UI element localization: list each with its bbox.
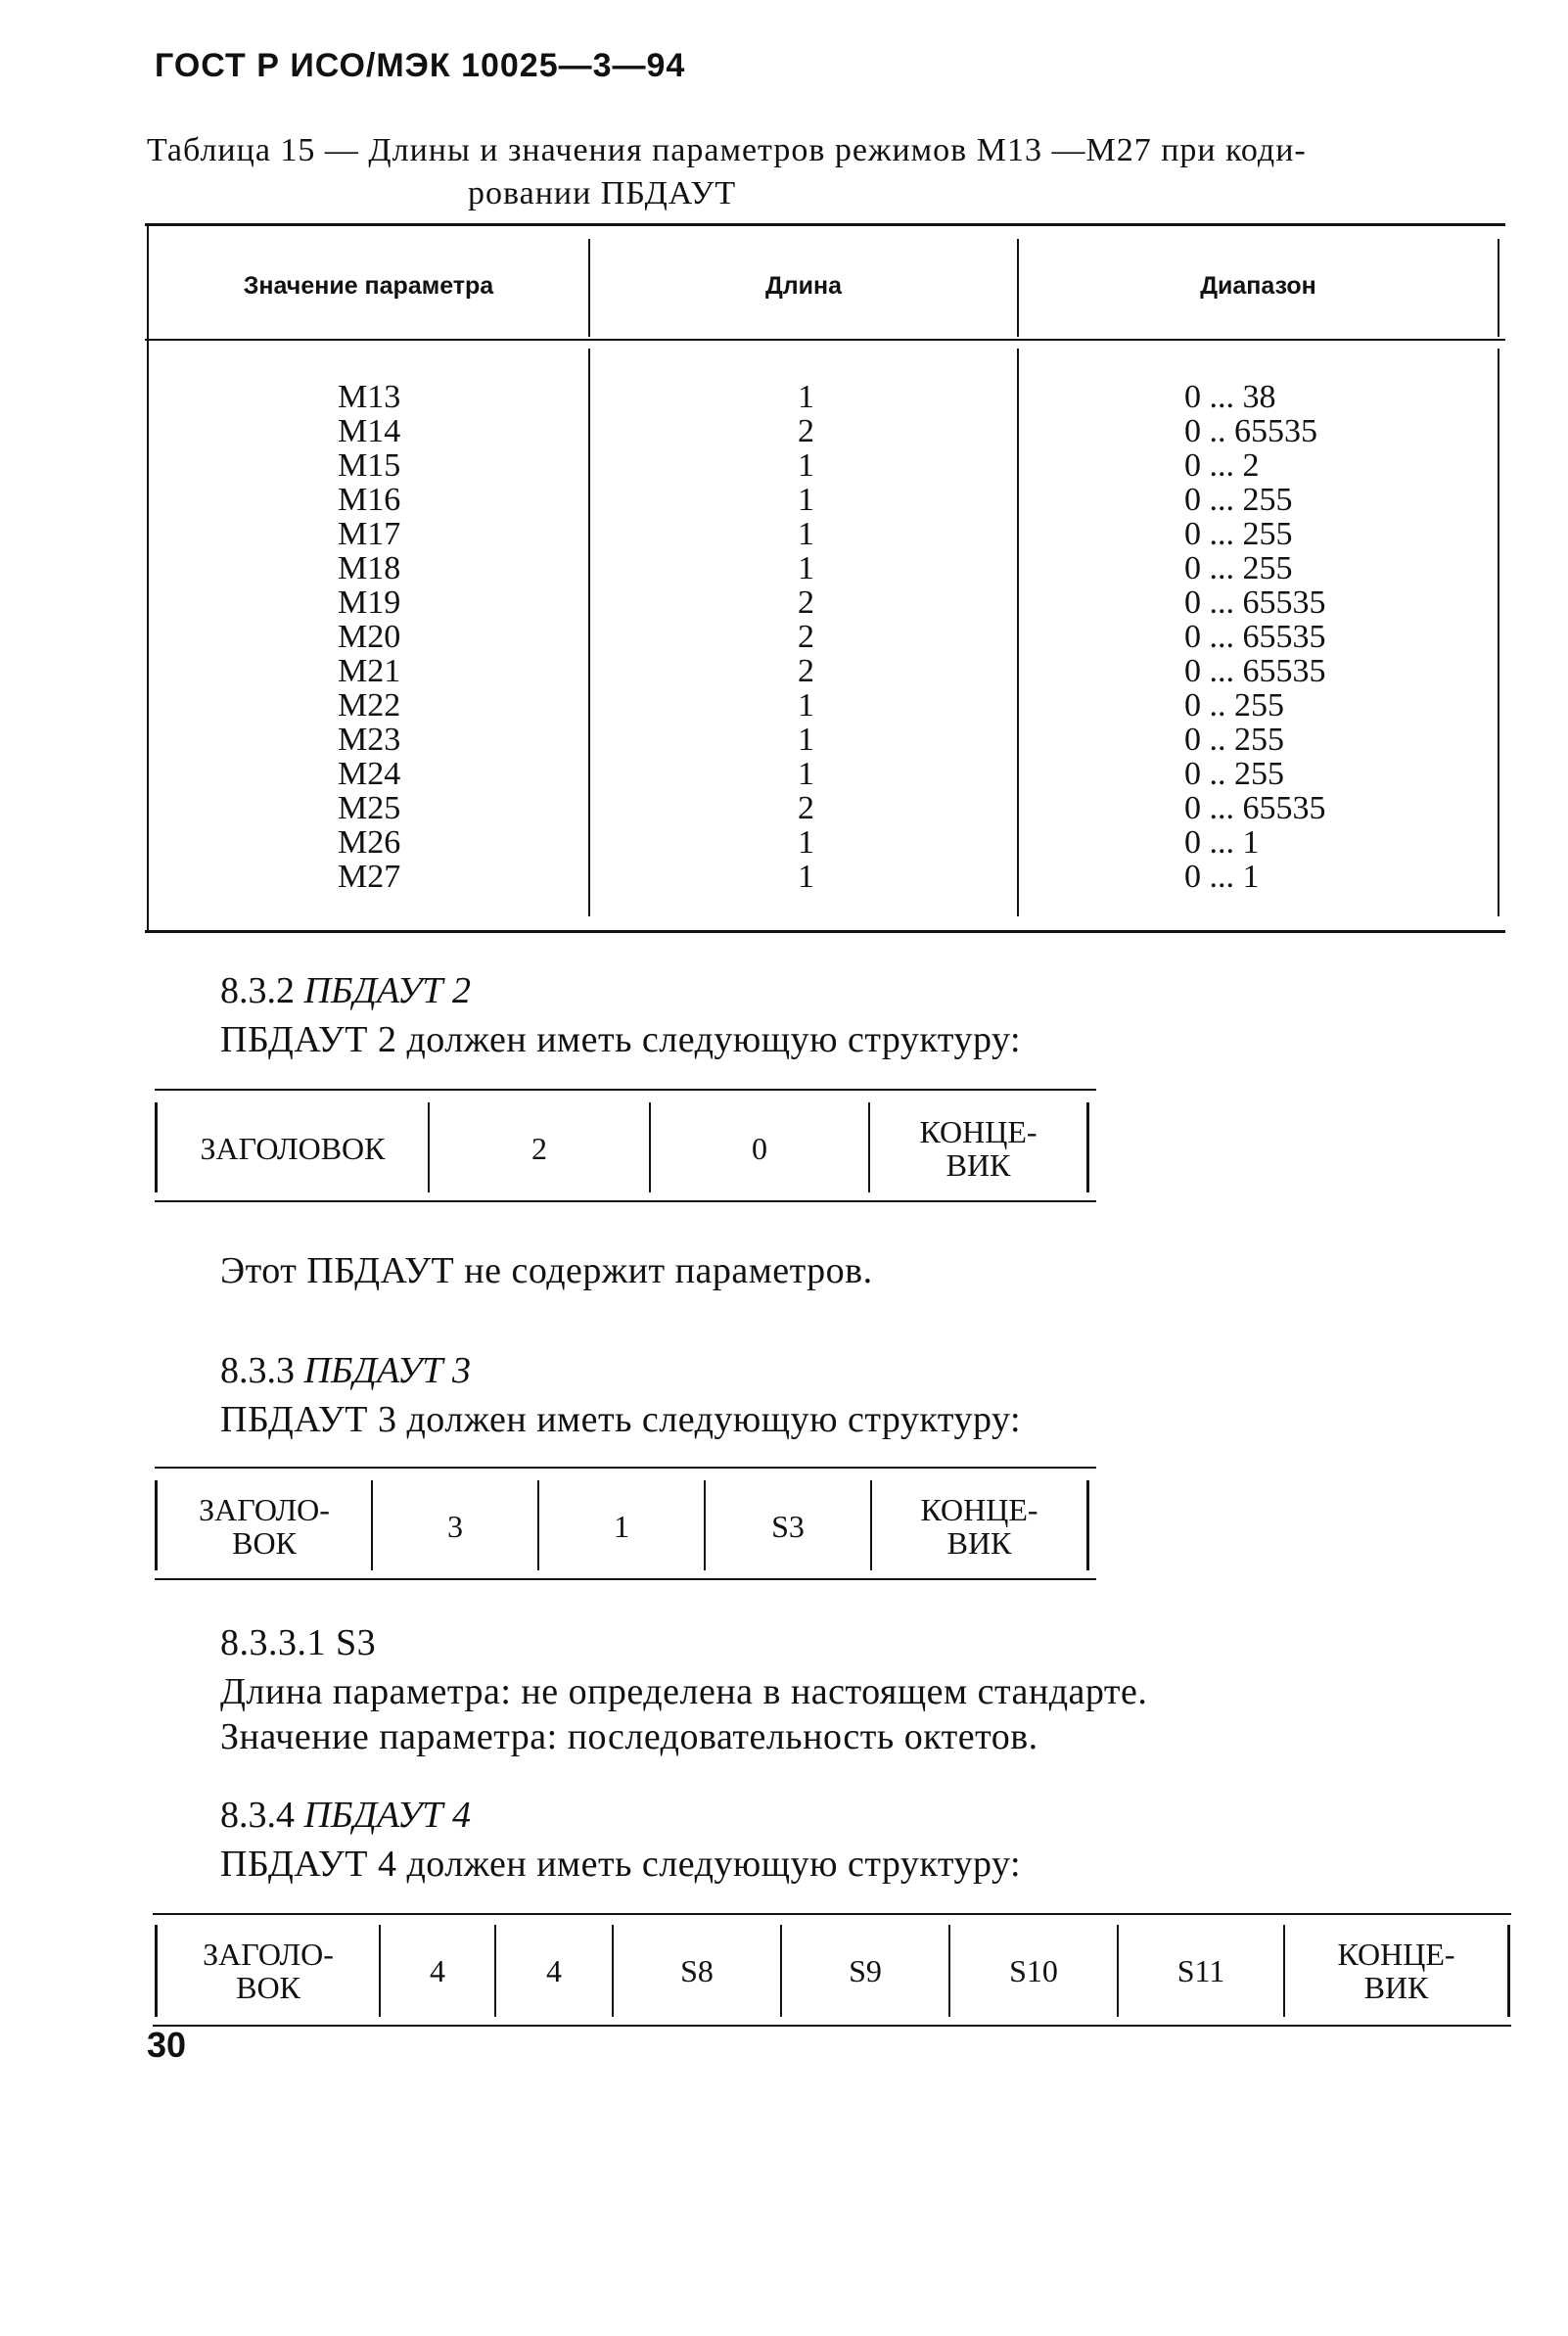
param-cell: M26 (338, 824, 401, 861)
table-top-rule (145, 223, 1505, 226)
diagram-cell-header: ЗАГОЛО- ВОК (203, 1937, 334, 2005)
param-cell: M17 (338, 516, 401, 552)
range-cell: 0 ... 1 (1184, 859, 1260, 895)
param-cell: M13 (338, 379, 401, 415)
diagram-cell-header: ЗАГОЛОВОК (200, 1131, 386, 1166)
section-8-3-2-title (220, 969, 471, 1012)
range-cell: 0 .. 255 (1184, 756, 1284, 792)
param-cell: M23 (338, 722, 401, 758)
length-cell: 2 (798, 653, 814, 689)
diagram-cell: S9 (849, 1953, 882, 1988)
diagram-cell: S10 (1009, 1953, 1058, 1988)
param-cell: M24 (338, 756, 401, 792)
table-header-rule (145, 339, 1505, 341)
section-number: 8.3.2 (220, 970, 295, 1011)
table-caption-line2: ровании ПБДАУТ (468, 175, 737, 211)
section-8-3-2-note: Этот ПБДАУТ не содержит параметров. (220, 1250, 873, 1291)
range-cell: 0 .. 255 (1184, 722, 1284, 758)
range-cell: 0 ... 65535 (1184, 584, 1326, 621)
length-cell: 2 (798, 413, 814, 449)
param-cell: M22 (338, 687, 401, 724)
table-border-right-header (1498, 239, 1499, 337)
table-border-left (147, 223, 149, 930)
diagram-bottom-rule (155, 1200, 1096, 1202)
section-name: ПБДАУТ 3 (303, 1350, 472, 1391)
length-cell: 1 (798, 687, 814, 724)
range-cell: 0 ... 255 (1184, 482, 1293, 518)
diagram-cell-trailer: КОНЦЕ- ВИК (1337, 1937, 1455, 2005)
range-cell: 0 .. 65535 (1184, 413, 1317, 449)
column-parameter-values (338, 380, 436, 894)
param-cell: M15 (338, 447, 401, 484)
section-8-3-2-intro: ПБДАУТ 2 должен иметь следующую структуру: (220, 1019, 1022, 1060)
range-cell: 0 ... 255 (1184, 516, 1293, 552)
column-header-length: Длина (764, 272, 843, 300)
length-cell: 1 (798, 482, 814, 518)
diagram-cell: 0 (752, 1131, 767, 1166)
param-cell: M16 (338, 482, 401, 518)
param-cell: M21 (338, 653, 401, 689)
column-header-range: Диапазон (1200, 272, 1316, 300)
range-cell: 0 .. 255 (1184, 687, 1284, 724)
diagram-cell: 2 (531, 1131, 547, 1166)
section-number: 8.3.3 (220, 1350, 295, 1391)
section-number: 8.3.4 (220, 1795, 295, 1836)
param-cell: M27 (338, 859, 401, 895)
length-cell: 1 (798, 824, 814, 861)
length-cell: 2 (798, 584, 814, 621)
section-8-3-3-intro: ПБДАУТ 3 должен иметь следующую структуру: (220, 1399, 1022, 1440)
param-cell: M18 (338, 550, 401, 586)
diagram-cell: 1 (614, 1509, 629, 1544)
param-cell: M14 (338, 413, 401, 449)
section-8-3-4-intro: ПБДАУТ 4 должен иметь следующую структуру: (220, 1844, 1022, 1885)
diagram-divider (1507, 1925, 1510, 2017)
range-cell: 0 ... 255 (1184, 550, 1293, 586)
length-cell: 1 (798, 722, 814, 758)
section-8-3-3-title (220, 1349, 471, 1392)
section-8-3-4-title (220, 1794, 471, 1837)
param-cell: M25 (338, 790, 401, 826)
diagram-cell: 3 (447, 1509, 463, 1544)
range-cell: 0 ... 38 (1184, 379, 1276, 415)
diagram-bottom-rule (153, 2025, 1511, 2027)
diagram-cell-header: ЗАГОЛО- ВОК (199, 1492, 330, 1561)
range-cell: 0 ... 65535 (1184, 790, 1326, 826)
page-number: 30 (147, 2025, 187, 2065)
table-caption-line1: Таблица 15 — Длины и значения параметров режимов M13 —M27 при коди- (147, 132, 1307, 168)
length-cell: 2 (798, 790, 814, 826)
diagram-top-rule (153, 1913, 1511, 1915)
column-header-parameter: Значение параметра (243, 272, 494, 300)
table-divider-1-body (588, 349, 590, 916)
length-cell: 1 (798, 550, 814, 586)
diagram-bottom-rule (155, 1578, 1096, 1580)
diagram-cell: 4 (546, 1953, 562, 1988)
diagram-cell: S11 (1176, 1953, 1225, 1988)
diagram-divider (1086, 1480, 1089, 1570)
length-cell: 1 (798, 447, 814, 484)
length-cell: 1 (798, 859, 814, 895)
length-cell: 1 (798, 516, 814, 552)
table-caption (147, 129, 1507, 215)
diagram-cell: 4 (430, 1953, 445, 1988)
diagram-cell: S3 (771, 1509, 805, 1544)
section-8-3-3-1-line2: Значение параметра: последовательность октетов. (220, 1716, 1038, 1757)
param-cell: M20 (338, 619, 401, 655)
diagram-top-rule (155, 1089, 1096, 1091)
section-name: ПБДАУТ 2 (303, 970, 472, 1011)
length-cell: 2 (798, 619, 814, 655)
range-cell: 0 ... 1 (1184, 824, 1260, 861)
param-cell: M19 (338, 584, 401, 621)
diagram-cell: S8 (680, 1953, 714, 1988)
column-length-values (798, 380, 837, 894)
section-8-3-3-1-title: 8.3.3.1 S3 (220, 1622, 377, 1663)
document-header: ГОСТ Р ИСО/МЭК 10025—3—94 (155, 47, 686, 84)
length-cell: 1 (798, 756, 814, 792)
diagram-divider (1086, 1102, 1089, 1192)
diagram-cell-trailer: КОНЦЕ- ВИК (919, 1114, 1038, 1183)
range-cell: 0 ... 65535 (1184, 619, 1326, 655)
diagram-top-rule (155, 1467, 1096, 1469)
range-cell: 0 ... 2 (1184, 447, 1260, 484)
range-cell: 0 ... 65535 (1184, 653, 1326, 689)
column-range-values (1184, 380, 1429, 894)
section-name: ПБДАУТ 4 (303, 1795, 472, 1836)
diagram-cell-trailer: КОНЦЕ- ВИК (920, 1492, 1038, 1561)
length-cell: 1 (798, 379, 814, 415)
table-divider-2-body (1017, 349, 1019, 916)
section-8-3-3-1-line1: Длина параметра: не определена в настоящем стандарте. (220, 1671, 1148, 1712)
table-bottom-rule (145, 930, 1505, 933)
table-border-right-body (1498, 349, 1499, 916)
